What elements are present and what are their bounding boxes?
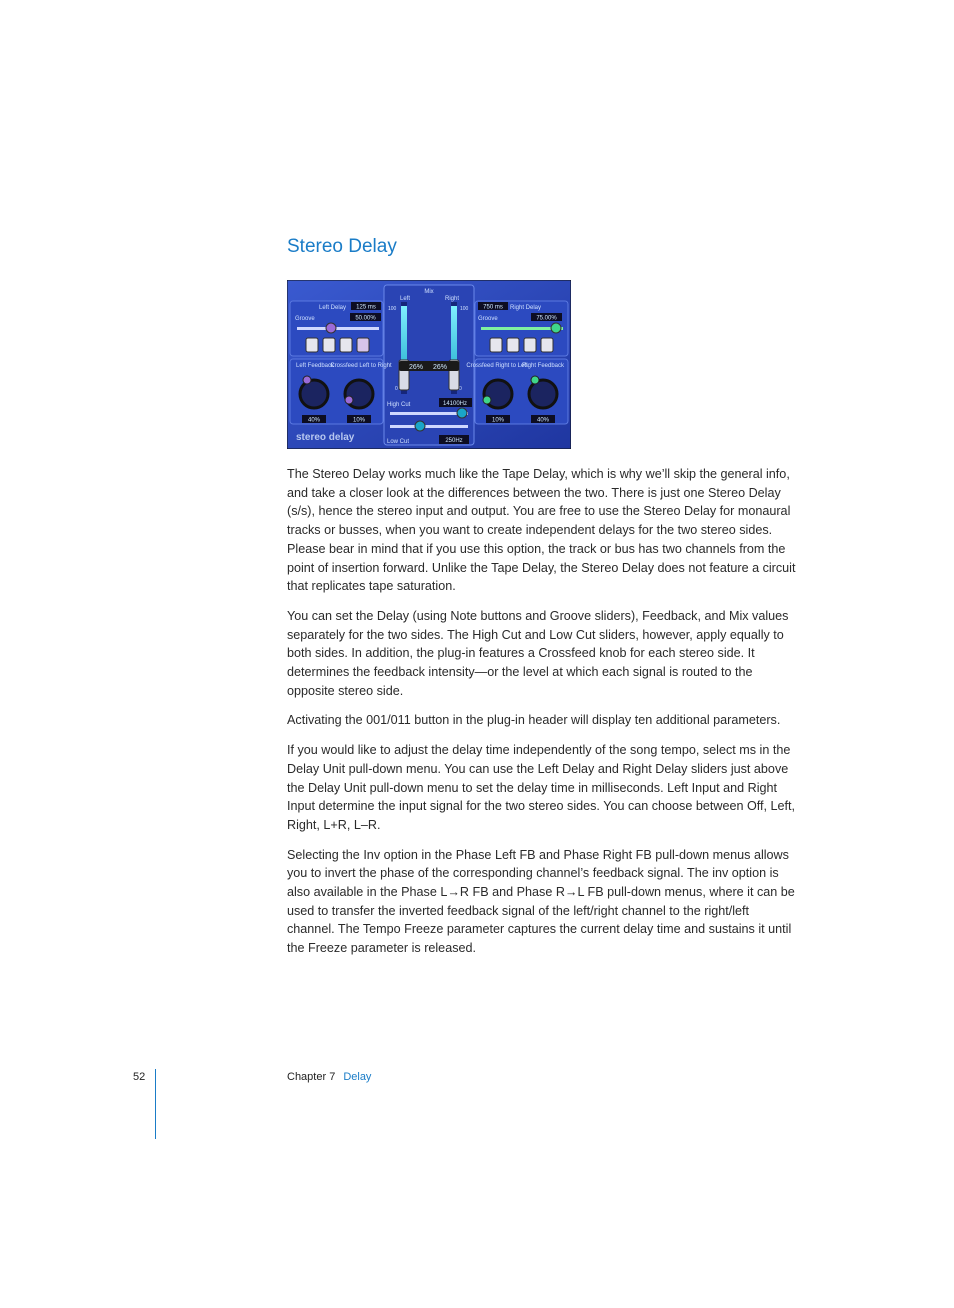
stereo-delay-plugin-image — [287, 280, 571, 449]
left-groove-value: 50.00% — [355, 315, 376, 322]
mix-right-label: Right — [444, 296, 460, 302]
right-feedback-label: Right Feedback — [521, 363, 565, 369]
crossfeed-lr-label: Crossfeed Left to Right — [330, 363, 392, 369]
page-title: Stereo Delay — [287, 236, 397, 257]
paragraph-1: The Stereo Delay works much like the Tape Delay, which is why we’ll skip the general info, and take a closer look at the differences between the two. There is just one Stereo Delay (s/s), hence the stereo input and output. You are free to use the Stereo Delay for monaural tracks or busses, when you want to create independent delays for the two stereo sides. Please bear in mind that if you use this option, the track or bus has two channels from the point of insertion forward. Unlike the Tape Delay, the Stereo Delay does not feature a circuit that replicates tape saturation. — [287, 467, 796, 594]
scale-bottom-left: 0 — [395, 386, 398, 392]
right-groove-label: Groove — [478, 316, 498, 322]
paragraph-4: If you would like to adjust the delay time independently of the song tempo, select ms in the Delay Unit pull-down menu. You can use the Left Delay and Right Delay sliders just above the Delay Unit pull-down menu to set the delay time in milliseconds. Left Input and Right Input determine the input signal for the two stereo sides. You can choose between Off, Left, Right, L+R, L–R. — [287, 743, 796, 832]
right-note-button-3 — [524, 338, 536, 352]
right-groove-value: 75.00% — [536, 315, 557, 322]
right-groove-knob — [551, 323, 561, 333]
high-cut-value: 14100Hz — [442, 401, 468, 407]
high-cut-label: High Cut — [387, 402, 411, 408]
mix-left-label: Left — [399, 296, 411, 302]
high-cut-track — [390, 412, 468, 415]
mix-label: Mix — [424, 289, 434, 295]
footer-chapter — [287, 1071, 371, 1083]
paragraph-5: Selecting the Inv option in the Phase Left FB and Phase Right FB pull-down menus allows you to invert the phase of the corresponding channel’s feedback signal. The inv option is also available in the Phase L→R FB and Phase R→L FB pull-down menus, where it can be used to transfer the inverted feedback signal of the left/right channel to the right/left channel. The Tempo Freeze parameter captures the current delay time and sustains it until the Freeze parameter is released. — [287, 847, 795, 956]
scale-top-left: 100 — [388, 306, 397, 312]
right-delay-label: Right Delay — [510, 305, 542, 311]
right-feedback-knob-cap — [531, 376, 539, 384]
right-feedback-value: 40% — [536, 417, 550, 424]
left-feedback-value: 40% — [307, 417, 321, 424]
left-groove-label: Groove — [295, 316, 315, 322]
left-note-button-4 — [357, 338, 369, 352]
left-delay-label: Left Delay — [319, 305, 347, 311]
paragraph-3: Activating the 001/011 button in the plug-in header will display ten additional parameters. — [287, 713, 781, 728]
left-feedback-knob — [300, 380, 328, 408]
footer-divider — [155, 1069, 156, 1139]
scale-bottom-right: 0 — [459, 386, 462, 392]
left-delay-value: 125 ms — [356, 304, 376, 311]
right-mix-value: 26% — [432, 364, 448, 371]
scale-top-right: 100 — [460, 306, 469, 312]
body-text — [287, 465, 797, 969]
left-groove-track — [297, 327, 379, 330]
low-cut-value: 250Hz — [445, 438, 463, 444]
right-note-button-2 — [507, 338, 519, 352]
left-mix-value: 26% — [408, 364, 424, 371]
left-note-button-2 — [323, 338, 335, 352]
right-note-button-4 — [541, 338, 553, 352]
chapter-title-link[interactable]: Delay — [343, 1071, 372, 1083]
crossfeed-lr-value: 10% — [352, 417, 366, 424]
left-note-button-1 — [306, 338, 318, 352]
left-feedback-label: Left Feedback — [295, 363, 335, 369]
left-note-button-3 — [340, 338, 352, 352]
right-note-button-1 — [490, 338, 502, 352]
low-cut-knob — [415, 421, 425, 431]
plugin-brand-label: stereo delay — [296, 432, 355, 443]
left-groove-knob — [326, 323, 336, 333]
paragraph-2: You can set the Delay (using Note buttons and Groove sliders), Feedback, and Mix values separately for the two sides. The High Cut and Low Cut sliders, however, apply equally to both sides. In addition, the plug-in features a Crossfeed knob for each stereo side. It determines the feedback intensity—or the level at which each signal is routed to the opposite stereo side. — [287, 608, 789, 698]
low-cut-track — [390, 425, 468, 428]
crossfeed-rl-value: 10% — [491, 417, 505, 424]
left-feedback-knob-cap — [303, 376, 311, 384]
high-cut-knob — [457, 408, 467, 418]
crossfeed-rl-label: Crossfeed Right to Left — [466, 363, 528, 369]
crossfeed-rl-knob-cap — [483, 396, 491, 404]
chapter-label: Chapter 7 — [287, 1071, 336, 1083]
low-cut-label: Low Cut — [387, 439, 410, 445]
right-feedback-knob — [529, 380, 557, 408]
page-number: 52 — [133, 1071, 146, 1083]
crossfeed-lr-knob-cap — [345, 396, 353, 404]
right-delay-value: 750 ms — [483, 304, 503, 311]
